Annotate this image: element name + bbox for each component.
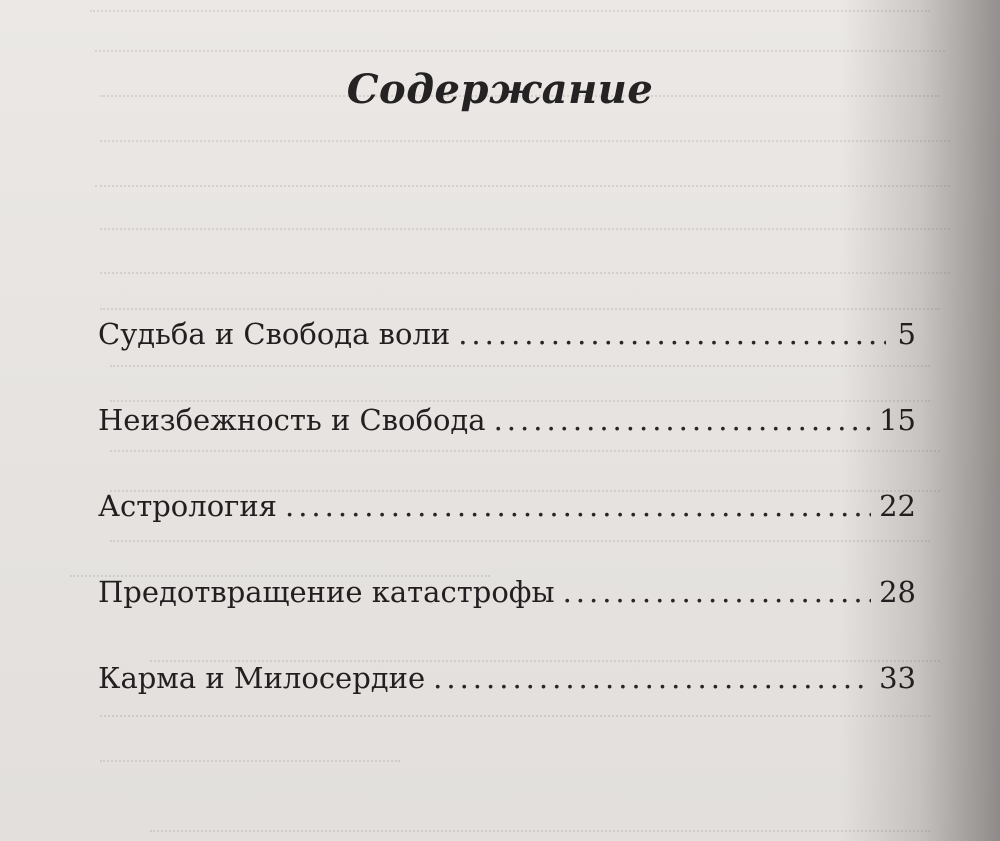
page-title: Содержание bbox=[346, 66, 654, 113]
toc-entry bbox=[98, 317, 916, 359]
toc-entry bbox=[98, 575, 916, 617]
toc-entry bbox=[98, 661, 916, 703]
toc-entry-page: 28 bbox=[879, 575, 916, 609]
toc-entry-page: 33 bbox=[879, 661, 916, 695]
toc-entry-title: Неизбежность и Свобода bbox=[98, 403, 486, 437]
toc-entry-title: Астрология bbox=[98, 489, 277, 523]
toc-leader-dots bbox=[458, 317, 886, 351]
toc-entry-page: 15 bbox=[879, 403, 916, 437]
toc-entry bbox=[98, 489, 916, 531]
toc-entry bbox=[98, 403, 916, 445]
toc-entry-title: Предотвращение катастрофы bbox=[98, 575, 555, 609]
toc-leader-dots bbox=[494, 403, 872, 437]
toc-entry-page: 22 bbox=[879, 489, 916, 523]
toc-entry-title: Судьба и Свобода воли bbox=[98, 317, 451, 351]
toc-entry-page: 5 bbox=[897, 317, 916, 351]
toc-entry-title: Карма и Милосердие bbox=[98, 661, 426, 695]
toc-leader-dots bbox=[285, 489, 871, 523]
table-of-contents bbox=[98, 317, 916, 747]
toc-leader-dots bbox=[563, 575, 872, 609]
toc-leader-dots bbox=[433, 661, 871, 695]
